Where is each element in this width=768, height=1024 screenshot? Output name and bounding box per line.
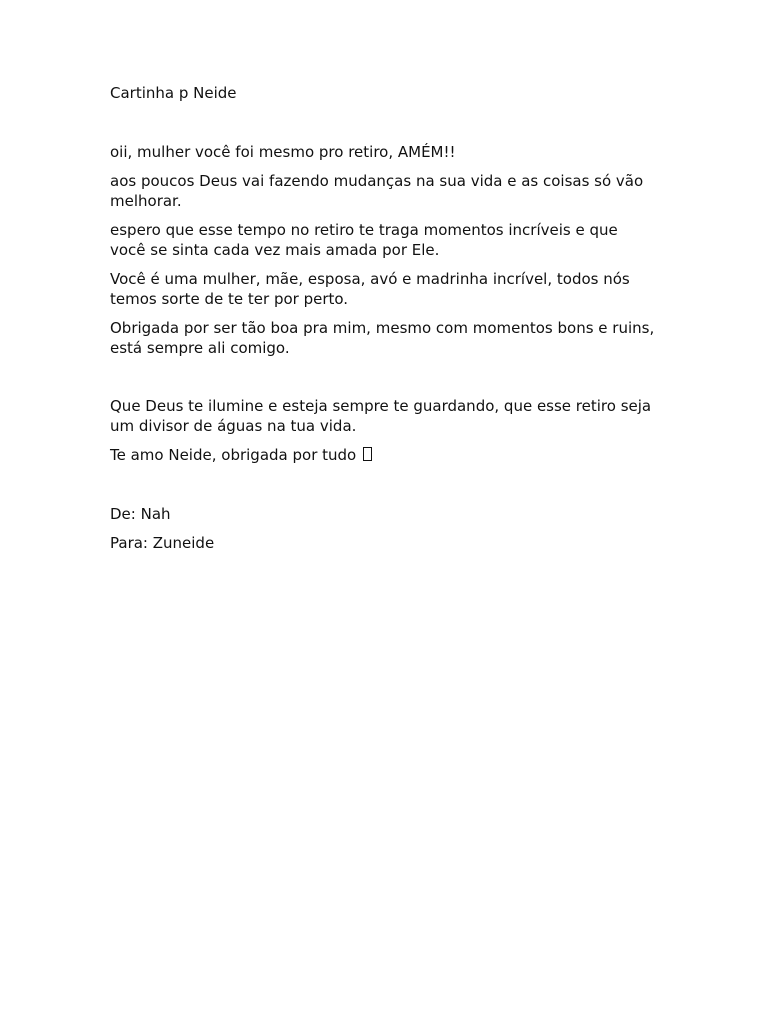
- paragraph-4: Você é uma mulher, mãe, esposa, avó e madrinha incrível, todos nós temos sorte de te ter por perto.: [110, 270, 630, 308]
- letter-title: Cartinha p Neide: [110, 84, 237, 102]
- blank-line: [110, 476, 655, 505]
- missing-glyph-icon: [363, 447, 372, 461]
- blank-line: [110, 368, 655, 397]
- paragraph-3: espero que esse tempo no retiro te traga momentos incríveis e que você se sinta cada vez mais amada por Ele.: [110, 221, 618, 259]
- paragraph-2: aos poucos Deus vai fazendo mudanças na sua vida e as coisas só vão melhorar.: [110, 172, 644, 210]
- signature-to: Para: Zuneide: [110, 534, 215, 552]
- signature-from: De: Nah: [110, 504, 171, 523]
- letter-body: [110, 84, 655, 564]
- paragraph-1: oii, mulher você foi mesmo pro retiro, AMÉM!!: [110, 142, 456, 161]
- paragraph-7-text: Te amo Neide, obrigada por tudo: [110, 446, 357, 464]
- paragraph-6: Que Deus te ilumine e esteja sempre te guardando, que esse retiro seja um divisor de águas na tua vida.: [110, 397, 652, 435]
- paragraph-5: Obrigada por ser tão boa pra mim, mesmo com momentos bons e ruins, está sempre ali comigo.: [110, 319, 655, 357]
- paragraph-7: [110, 446, 655, 466]
